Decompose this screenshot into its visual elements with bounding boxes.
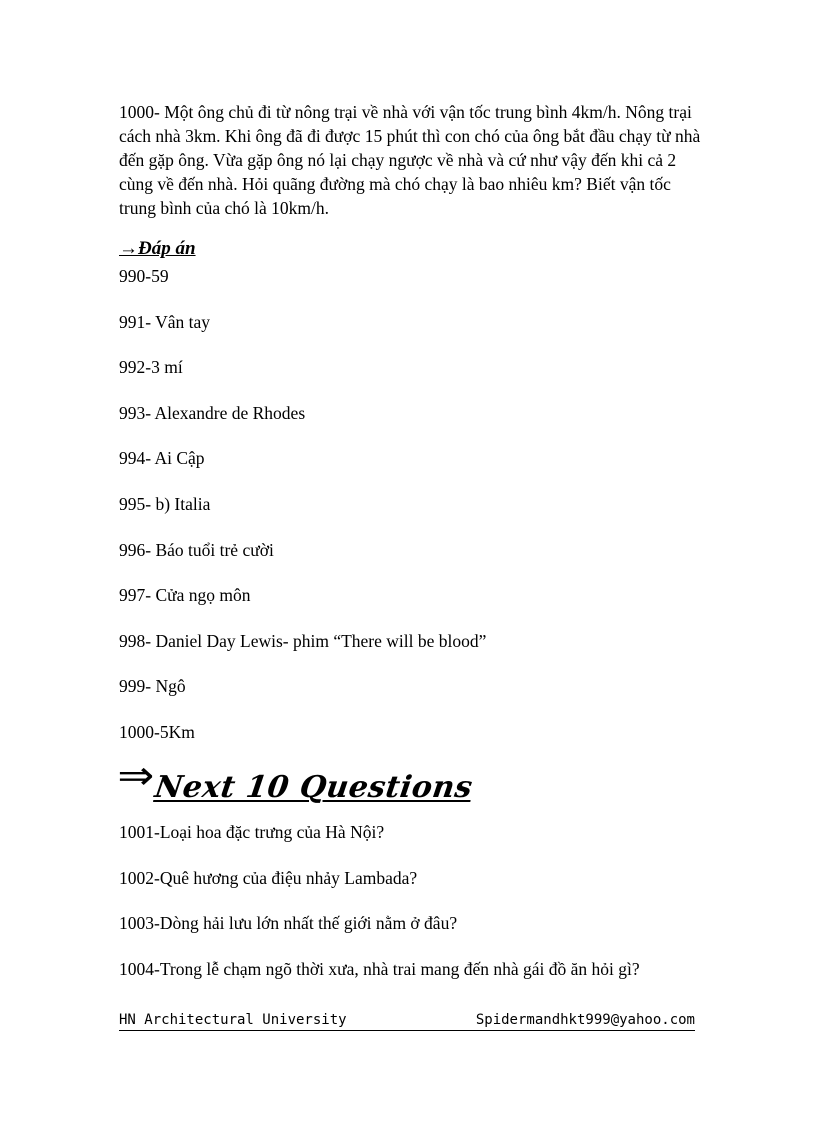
next-questions-title: Next 10 Questions [152, 770, 475, 805]
answers-heading-label: Đáp án [138, 238, 196, 259]
page-footer [119, 1010, 695, 1031]
answer-item: 996- Báo tuổi trẻ cười [119, 539, 274, 560]
question-item: 1001-Loại hoa đặc trưng của Hà Nội? [119, 822, 385, 842]
next-questions-heading [117, 753, 475, 806]
right-arrow-icon: → [119, 238, 138, 259]
answer-item: 991- Vân tay [119, 311, 211, 332]
question-item: 1004-Trong lễ chạm ngõ thời xưa, nhà trai mang đến nhà gái đồ ăn hỏi gì? [119, 958, 640, 979]
answer-item: 1000-5Km [119, 721, 195, 742]
answer-item: 998- Daniel Day Lewis- phim “There will be blood” [119, 630, 487, 651]
answer-item: 990-59 [119, 266, 169, 286]
question-1000-paragraph: 1000- Một ông chủ đi từ nông trại về nhà với vận tốc trung bình 4km/h. Nông trại cách nhà 3km. Khi ông đã đi được 15 phút thì con chó của ông bắt đầu chạy từ nhà đến gặp ông. Vừa gặp ông nó lại chạy ngược về nhà và cứ như vậy đến khi cả 2 cùng về đến nhà. Hỏi quãng đường mà chó chạy là bao nhiêu km? Biết vận tốc trung bình của chó là 10km/h. [119, 102, 701, 218]
answer-item: 995- b) Italia [119, 493, 211, 514]
question-item: 1003-Dòng hải lưu lớn nhất thế giới nằm ở đâu? [119, 913, 458, 933]
answer-item: 992-3 mí [119, 357, 183, 378]
double-right-arrow-icon: ⇒ [117, 753, 155, 799]
answers-heading [119, 238, 196, 260]
question-item: 1002-Quê hương của điệu nhảy Lambada? [119, 867, 418, 888]
answer-item: 999- Ngô [119, 676, 186, 697]
footer-email: Spidermandhkt999@yahoo.com [475, 1012, 695, 1028]
answer-item: 997- Cửa ngọ môn [119, 585, 251, 606]
answer-list [119, 264, 486, 766]
answer-item: 993- Alexandre de Rhodes [119, 402, 306, 423]
footer-university: HN Architectural University [119, 1012, 347, 1028]
next-questions-list [119, 820, 640, 1002]
answer-item: 994- Ai Cập [119, 448, 205, 469]
